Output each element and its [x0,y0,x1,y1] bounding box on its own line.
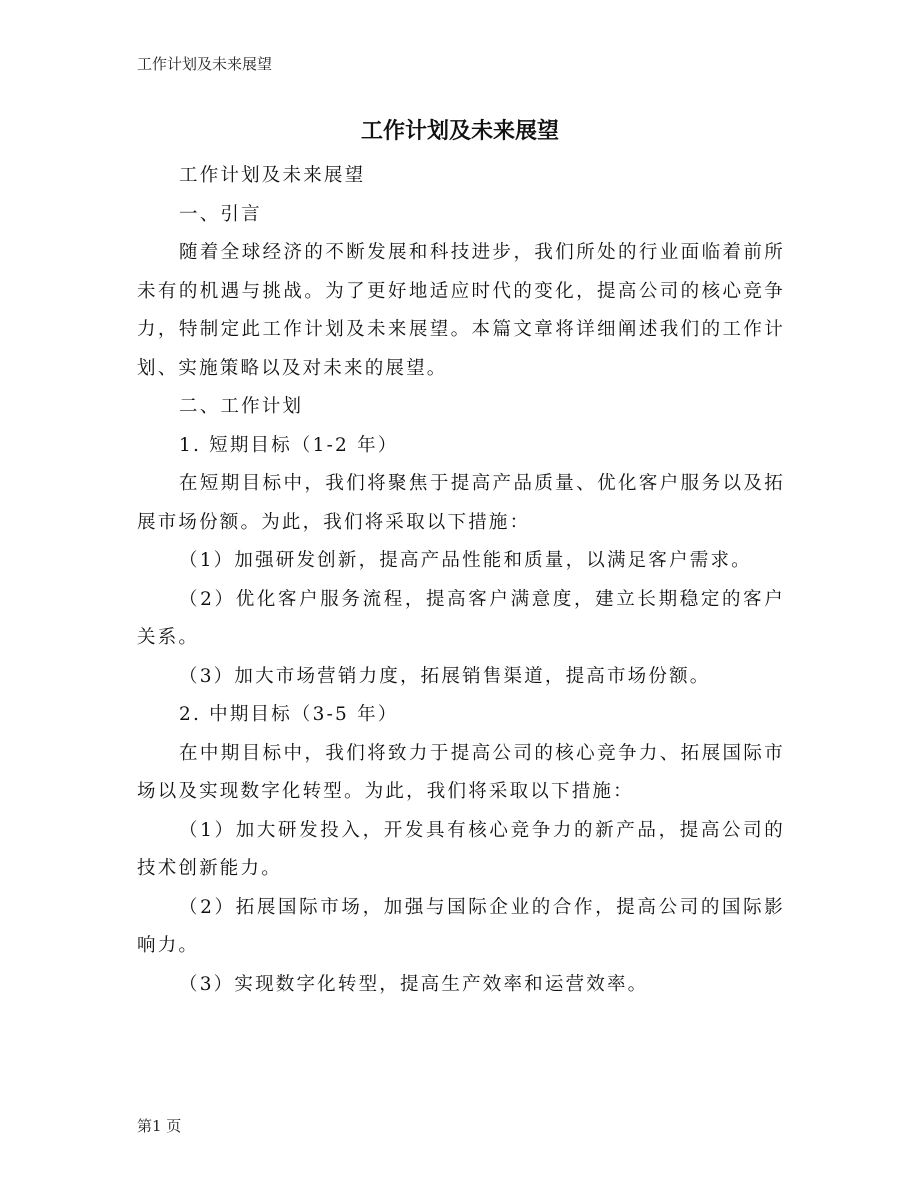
list-item-short-term-2: （2）优化客户服务流程，提高客户满意度，建立长期稳定的客户关系。 [137,588,785,648]
paragraph-mid-term-goals: 在中期目标中，我们将致力于提高公司的核心竞争力、拓展国际市场以及实现数字化转型。为此，我们将采取以下措施： [137,742,785,802]
document-body [137,157,785,1004]
list-item-mid-term-3: （3）实现数字化转型，提高生产效率和运营效率。 [179,973,649,995]
paragraph-short-term-goals: 在短期目标中，我们将聚焦于提高产品质量、优化客户服务以及拓展市场份额。为此，我们将采取以下措施： [137,473,785,533]
list-item-short-term-1: （1）加强研发创新，提高产品性能和质量，以满足客户需求。 [179,550,752,571]
heading-introduction: 一、引言 [179,203,262,225]
paragraph-introduction: 随着全球经济的不断发展和科技进步，我们所处的行业面临着前所未有的机遇与挑战。为了更好地适应时代的变化，提高公司的核心竞争力，特制定此工作计划及未来展望。本篇文章将详细阐述我们的工作计划、实施策略以及对未来的展望。 [137,242,785,379]
list-item-mid-term-2: （2）拓展国际市场，加强与国际企业的合作，提高公司的国际影响力。 [137,896,785,956]
list-item-short-term-3: （3）加大市场营销力度，拓展销售渠道，提高市场份额。 [179,665,711,687]
document-title: 工作计划及未来展望 [360,118,559,144]
heading-mid-term-goals: 2. 中期目标（3-5 年） [179,704,399,725]
page-number: 第1 页 [137,1117,182,1135]
running-header: 工作计划及未来展望 [137,55,273,73]
paragraph-subtitle: 工作计划及未来展望 [179,165,366,186]
heading-short-term-goals: 1. 短期目标（1-2 年） [179,434,399,456]
list-item-mid-term-1: （1）加大研发投入，开发具有核心竞争力的新产品，提高公司的技术创新能力。 [137,819,785,879]
heading-work-plan: 二、工作计划 [179,396,304,417]
